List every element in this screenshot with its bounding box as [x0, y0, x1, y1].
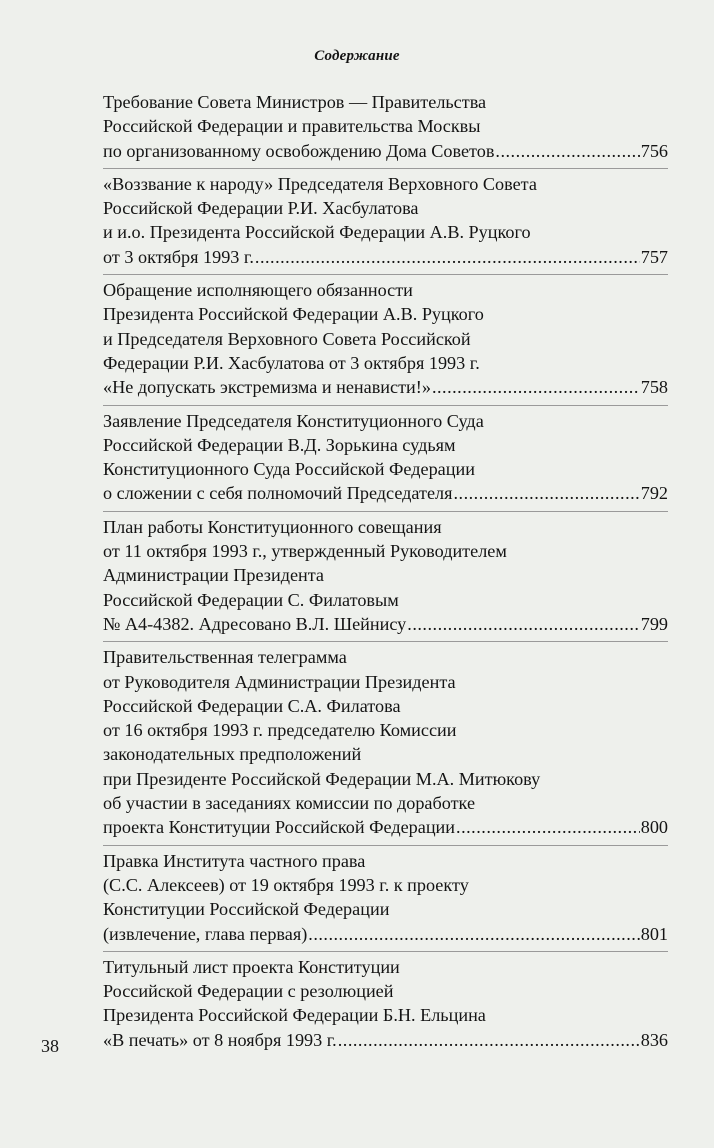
toc-entry-line: при Президенте Российской Федерации М.А. Митюкову — [103, 768, 541, 789]
toc-entry-line: законодательных предположений — [103, 744, 362, 765]
toc-page-number: 799 — [640, 613, 668, 634]
toc-entry-last-line — [103, 1028, 668, 1052]
toc-page-number: 801 — [640, 923, 668, 944]
table-of-contents — [103, 87, 668, 1057]
toc-entry-text: № А4-4382. Адресовано В.Л. Шейнису — [103, 613, 407, 634]
toc-leader-dots — [453, 481, 639, 505]
toc-entry-line: Титульный лист проекта Конституции — [103, 956, 400, 977]
toc-page-number: 756 — [640, 140, 668, 161]
toc-entry-text: (извлечение, глава первая) — [103, 923, 308, 944]
toc-entry-line: и Председателя Верховного Совета Российской — [103, 328, 471, 349]
page-header: Содержание — [314, 48, 400, 64]
toc-entry-line: Конституционного Суда Российской Федерации — [103, 459, 475, 480]
toc-entry-line: от 16 октября 1993 г. председателю Комиссии — [103, 720, 457, 741]
toc-leader-dots — [308, 922, 639, 946]
toc-entry-line: Российской Федерации и правительства Москвы — [103, 116, 481, 137]
toc-entry-line: Президента Российской Федерации Б.Н. Ельцина — [103, 1005, 486, 1026]
toc-entry-line: Обращение исполняющего обязанности — [103, 280, 413, 301]
toc-leader-dots — [338, 1028, 640, 1052]
toc-entry — [103, 512, 668, 642]
toc-entry-last-line — [103, 612, 668, 636]
toc-entry-text: проекта Конституции Российской Федерации — [103, 817, 456, 838]
toc-leader-dots — [495, 139, 639, 163]
toc-entry-line: Администрации Президента — [103, 565, 324, 586]
toc-entry-line: об участии в заседаниях комиссии по доработке — [103, 793, 476, 814]
page-number: 38 — [41, 1036, 59, 1056]
toc-entry-line: Правительственная телеграмма — [103, 647, 347, 668]
toc-entry-line: Заявление Председателя Конституционного Суда — [103, 410, 484, 431]
toc-entry — [103, 169, 668, 275]
toc-entry — [103, 87, 668, 169]
toc-entry-last-line — [103, 245, 668, 269]
toc-page-number: 836 — [640, 1029, 668, 1050]
toc-entry-line: от Руководителя Администрации Президента — [103, 671, 456, 692]
toc-page-number: 758 — [640, 377, 668, 398]
toc-entry-line: Президента Российской Федерации А.В. Руцкого — [103, 304, 484, 325]
toc-leader-dots — [407, 612, 639, 636]
toc-entry-line: Требование Совета Министров — Правительства — [103, 92, 487, 112]
toc-entry-last-line — [103, 375, 668, 399]
toc-entry-last-line — [103, 139, 668, 163]
toc-leader-dots — [432, 375, 640, 399]
toc-entry-text: о сложении с себя полномочий Председателя — [103, 483, 453, 504]
toc-entry-line: Российской Федерации Р.И. Хасбулатова — [103, 198, 419, 219]
toc-entry — [103, 406, 668, 512]
toc-entry-line: Российской Федерации С. Филатовым — [103, 589, 399, 610]
toc-entry-text: «В печать» от 8 ноября 1993 г. — [103, 1029, 337, 1050]
toc-page-number: 792 — [640, 483, 668, 504]
toc-entry-text: от 3 октября 1993 г. — [103, 246, 254, 267]
toc-entry-line: и и.о. Президента Российской Федерации А.В. Руцкого — [103, 222, 531, 243]
toc-entry-line: Правка Института частного права — [103, 850, 366, 871]
toc-leader-dots — [255, 245, 640, 269]
toc-entry-line: Конституции Российской Федерации — [103, 899, 390, 920]
toc-entry-line: от 11 октября 1993 г., утвержденный Руководителем — [103, 541, 507, 562]
toc-entry-line: План работы Конституционного совещания — [103, 516, 442, 537]
toc-entry — [103, 846, 668, 952]
toc-entry-line: Федерации Р.И. Хасбулатова от 3 октября 1993 г. — [103, 352, 480, 373]
toc-entry-line: Российской Федерации с резолюцией — [103, 981, 394, 1002]
toc-page-number: 800 — [640, 817, 668, 838]
toc-entry — [103, 642, 668, 845]
toc-entry-last-line — [103, 922, 668, 946]
toc-entry-line: Российской Федерации С.А. Филатова — [103, 695, 401, 716]
toc-entry-text: по организованному освобождению Дома Советов — [103, 140, 495, 161]
toc-page-number: 757 — [640, 246, 668, 267]
toc-entry-line: «Воззвание к народу» Председателя Верховного Совета — [103, 173, 537, 194]
toc-entry-line: Российской Федерации В.Д. Зорькина судьям — [103, 434, 456, 455]
toc-entry — [103, 952, 668, 1057]
toc-entry-last-line — [103, 481, 668, 505]
toc-leader-dots — [456, 815, 640, 839]
toc-entry-line: (С.С. Алексеев) от 19 октября 1993 г. к проекту — [103, 874, 469, 895]
toc-entry-last-line — [103, 815, 668, 839]
toc-entry — [103, 275, 668, 405]
toc-entry-text: «Не допускать экстремизма и ненависти!» — [103, 377, 431, 398]
